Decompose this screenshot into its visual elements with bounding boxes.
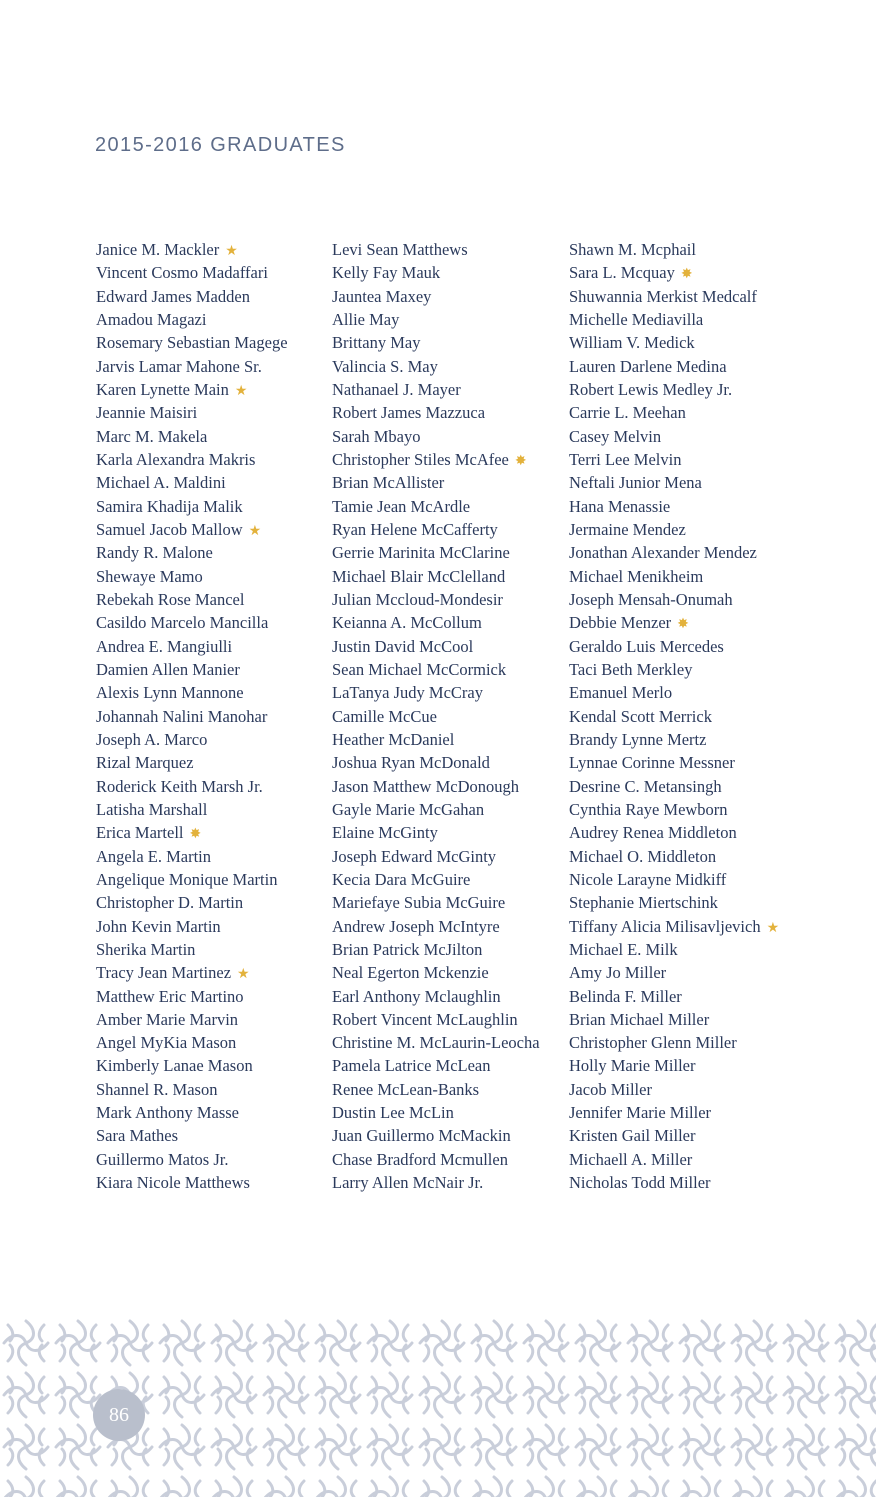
graduate-name-text: Earl Anthony Mclaughlin [332,986,501,1006]
graduate-name-text: Rosemary Sebastian Magege [96,333,288,353]
graduate-name-text: Angel MyKia Mason [96,1033,237,1053]
graduate-name-text: Cynthia Raye Mewborn [569,799,728,819]
graduate-name-text: Christopher Glenn Miller [569,1033,737,1053]
graduate-name [569,471,869,494]
graduate-name [332,728,568,751]
graduate-name [96,798,332,821]
graduate-name-text: Karla Alexandra Makris [96,449,256,469]
graduate-name [332,891,568,914]
graduate-name [96,261,332,284]
graduate-name-text: Tamie Jean McArdle [332,496,471,516]
graduate-name [332,261,568,284]
graduate-name [569,541,869,564]
graduates-column-2 [332,238,568,1194]
graduate-name-text: William V. Medick [569,333,695,353]
graduate-name [96,775,332,798]
asterisk-icon: ✸ [677,617,689,633]
graduate-name [332,635,568,658]
graduate-name-text: Kendal Scott Merrick [569,706,712,726]
graduate-name [96,1171,332,1194]
graduate-name-text: Pamela Latrice McLean [332,1056,491,1076]
graduate-name [96,845,332,868]
graduate-name-text: Johannah Nalini Manohar [96,706,268,726]
graduate-name [569,1171,869,1194]
graduate-name-text: Guillermo Matos Jr. [96,1149,229,1169]
graduate-name [569,751,869,774]
graduate-name-text: Gerrie Marinita McClarine [332,543,510,563]
graduate-name [96,915,332,938]
graduate-name-text: Shuwannia Merkist Medcalf [569,286,757,306]
graduate-name-text: Amber Marie Marvin [96,1009,239,1029]
graduate-name-text: Geraldo Luis Mercedes [569,636,724,656]
graduate-name-text: Andrew Joseph McIntyre [332,916,500,936]
graduate-name [96,378,332,401]
graduate-name [96,705,332,728]
graduate-name [332,308,568,331]
graduate-name [332,1124,568,1147]
graduate-name-text: Alexis Lynn Mannone [96,683,244,703]
graduate-name-text: Taci Beth Merkley [569,659,693,679]
graduate-name-text: Marc M. Makela [96,426,208,446]
graduate-name [332,915,568,938]
graduate-name-text: Damien Allen Manier [96,659,240,679]
graduate-name-text: Shewaye Mamo [96,566,203,586]
graduate-name-text: Justin David McCool [332,636,474,656]
star-icon: ★ [234,383,248,399]
graduate-name-text: Mark Anthony Masse [96,1103,239,1123]
graduate-name-text: Kelly Fay Mauk [332,263,441,283]
graduate-name-text: Terri Lee Melvin [569,449,682,469]
graduate-name [569,728,869,751]
graduate-name [96,728,332,751]
graduate-name [569,891,869,914]
graduate-name-text: Desrine C. Metansingh [569,776,722,796]
asterisk-icon: ✸ [514,453,527,469]
graduate-name [569,285,869,308]
graduate-name-text: Matthew Eric Martino [96,986,244,1006]
graduate-name-text: Michael A. Maldini [96,473,226,493]
graduate-name-text: Michael E. Milk [569,939,678,959]
graduate-name [569,1078,869,1101]
graduate-name-text: Rizal Marquez [96,753,194,773]
graduate-name [569,1101,869,1124]
graduate-name [332,1031,568,1054]
graduate-name-text: Tiffany Alicia Milisavljevich [569,916,761,936]
graduate-name-text: Dustin Lee McLin [332,1103,454,1123]
graduate-name [332,658,568,681]
graduate-name [332,355,568,378]
graduate-name-text: Renee McLean-Banks [332,1079,480,1099]
graduate-name [332,1171,568,1194]
graduate-name-text: Amy Jo Miller [569,963,667,983]
graduate-name-text: Joseph Mensah-Onumah [569,589,733,609]
graduate-name-text: Robert Lewis Medley Jr. [569,379,733,399]
graduate-name [96,238,332,261]
graduates-column-3 [569,238,869,1194]
graduate-name-text: Casey Melvin [569,426,662,446]
graduate-name-text: Latisha Marshall [96,799,208,819]
graduate-name [569,658,869,681]
graduate-name [96,658,332,681]
graduate-name [96,1078,332,1101]
graduate-name-text: Christopher D. Martin [96,893,244,913]
graduate-name-text: Casildo Marcelo Mancilla [96,613,269,633]
graduate-name-text: Camille McCue [332,706,437,726]
graduate-name-text: Joseph A. Marco [96,729,208,749]
graduate-name-text: Joshua Ryan McDonald [332,753,490,773]
graduate-name [569,681,869,704]
graduate-name [96,635,332,658]
graduate-name [96,308,332,331]
graduate-name [569,938,869,961]
graduate-name-text: Samira Khadija Malik [96,496,243,516]
graduate-name [569,401,869,424]
graduate-name [96,355,332,378]
graduate-name [332,425,568,448]
graduate-name [332,518,568,541]
graduate-name-text: Lynnae Corinne Messner [569,753,735,773]
graduate-name [569,1008,869,1031]
graduate-name [332,331,568,354]
graduate-name [332,238,568,261]
graduate-name-text: Nathanael J. Mayer [332,379,461,399]
graduate-name [569,635,869,658]
graduate-name-text: Jacob Miller [569,1079,652,1099]
graduate-name [569,1031,869,1054]
graduate-name-text: Karen Lynette Main [96,379,229,399]
graduate-name [96,1101,332,1124]
graduate-name [96,681,332,704]
graduate-name-text: Ryan Helene McCafferty [332,519,498,539]
graduate-name [569,565,869,588]
graduate-name-text: Larry Allen McNair Jr. [332,1173,484,1193]
graduate-name-text: Vincent Cosmo Madaffari [96,263,268,283]
graduate-name [96,985,332,1008]
graduate-name [569,518,869,541]
graduate-name [96,448,332,471]
graduate-name [332,775,568,798]
graduate-name [332,448,568,471]
graduate-name-text: Jeannie Maisiri [96,403,198,423]
graduate-name [96,541,332,564]
star-icon: ★ [237,967,250,983]
graduate-name [569,308,869,331]
graduate-name-text: Sarah Mbayo [332,426,421,446]
graduate-name [96,1031,332,1054]
graduate-name [96,1008,332,1031]
graduate-name-text: Sherika Martin [96,939,196,959]
graduate-name-text: Jermaine Mendez [569,519,686,539]
graduate-name [569,705,869,728]
graduate-name [569,448,869,471]
page-heading: 2015-2016 GRADUATES [95,134,346,156]
graduate-name [332,588,568,611]
graduate-name [569,1124,869,1147]
graduate-name [569,261,869,284]
graduate-name-text: Kimberly Lanae Mason [96,1056,253,1076]
graduate-name [569,355,869,378]
graduate-name [569,1054,869,1077]
graduate-name [569,1148,869,1171]
graduate-name-text: Angelique Monique Martin [96,869,278,889]
graduate-name [332,1101,568,1124]
graduate-name [96,588,332,611]
graduate-name [96,891,332,914]
graduate-name-text: Allie May [332,309,400,329]
graduate-name [96,495,332,518]
graduate-name-text: Juan Guillermo McMackin [332,1126,511,1146]
graduate-name [96,331,332,354]
graduate-name-text: Gayle Marie McGahan [332,799,485,819]
graduate-name [96,1148,332,1171]
graduate-name [569,798,869,821]
graduate-name [332,821,568,844]
graduate-name-text: Valincia S. May [332,356,438,376]
graduate-name [332,611,568,634]
graduate-name-text: Nicholas Todd Miller [569,1173,711,1193]
graduate-name-text: Randy R. Malone [96,543,213,563]
graduate-name [569,495,869,518]
graduate-name-text: Rebekah Rose Mancel [96,589,245,609]
graduate-name-text: Belinda F. Miller [569,986,682,1006]
graduate-name [96,868,332,891]
graduate-name [332,471,568,494]
graduate-name-text: Julian Mccloud-Mondesir [332,589,503,609]
graduate-name-text: Hana Menassie [569,496,671,516]
graduate-name [332,285,568,308]
graduate-name-text: Sean Michael McCormick [332,659,507,679]
graduate-name-text: Jonathan Alexander Mendez [569,543,757,563]
graduate-name [96,518,332,541]
graduate-name-text: Roderick Keith Marsh Jr. [96,776,263,796]
graduate-name-text: Sara L. Mcquay [569,263,675,283]
graduate-name-text: Heather McDaniel [332,729,455,749]
graduate-name [569,845,869,868]
graduate-name-text: Audrey Renea Middleton [569,823,737,843]
graduate-name-text: Neal Egerton Mckenzie [332,963,489,983]
graduate-name [332,681,568,704]
graduate-name [569,775,869,798]
graduate-name-text: Michael O. Middleton [569,846,717,866]
graduate-name-text: Levi Sean Matthews [332,240,468,259]
graduate-name [332,961,568,984]
graduate-name [569,915,869,938]
graduate-name-text: Kecia Dara McGuire [332,869,471,889]
graduate-name-text: Nicole Larayne Midkiff [569,869,727,889]
asterisk-icon: ✸ [189,827,202,843]
graduate-name [332,845,568,868]
graduate-name [569,821,869,844]
graduate-name-text: Michaell A. Miller [569,1149,693,1169]
graduate-name [332,1054,568,1077]
graduate-name [332,938,568,961]
graduate-name [332,565,568,588]
graduate-name-text: Brandy Lynne Mertz [569,729,707,749]
graduate-name-text: Michael Blair McClelland [332,566,506,586]
graduate-name-text: Keianna A. McCollum [332,613,482,633]
graduate-name-text: Jarvis Lamar Mahone Sr. [96,356,262,376]
star-icon: ★ [225,244,238,259]
graduate-name-text: Elaine McGinty [332,823,438,843]
graduate-name [332,1078,568,1101]
graduate-name-text: Stephanie Miertschink [569,893,718,913]
graduate-name-text: Janice M. Mackler [96,240,220,259]
graduate-name [96,751,332,774]
graduate-name-text: Shannel R. Mason [96,1079,218,1099]
graduate-name [569,378,869,401]
graduate-name-text: Robert Vincent McLaughlin [332,1009,518,1029]
graduate-name-text: Andrea E. Mangiulli [96,636,233,656]
graduate-name [96,1124,332,1147]
graduate-name-text: Sara Mathes [96,1126,179,1146]
graduate-name [332,378,568,401]
graduate-name-text: Chase Bradford Mcmullen [332,1149,508,1169]
graduate-name [96,1054,332,1077]
graduate-name [569,331,869,354]
graduate-name-text: Christopher Stiles McAfee [332,449,509,469]
graduate-name-text: Jason Matthew McDonough [332,776,519,796]
graduate-name [332,868,568,891]
graduate-name [96,401,332,424]
graduate-name-text: Edward James Madden [96,286,250,306]
page-number: 86 [93,1389,145,1441]
graduate-name [332,541,568,564]
graduate-name-text: Brittany May [332,333,421,353]
graduate-name-text: Michael Menikheim [569,566,704,586]
graduate-name [332,1008,568,1031]
graduate-name-text: Kiara Nicole Matthews [96,1173,250,1193]
graduates-column-1 [96,238,332,1194]
star-icon: ★ [766,920,780,936]
graduate-name-text: Christine M. McLaurin-Leocha [332,1033,540,1053]
graduate-name [332,401,568,424]
graduate-name [332,751,568,774]
graduate-name [569,611,869,634]
graduate-name-text: Lauren Darlene Medina [569,356,727,376]
graduate-name [569,961,869,984]
graduate-name-text: Erica Martell [96,823,184,843]
graduate-name [96,961,332,984]
graduate-name [96,425,332,448]
graduate-name [569,238,869,261]
graduate-name-text: Angela E. Martin [96,846,212,866]
graduate-name-text: Michelle Mediavilla [569,309,704,329]
graduate-name [569,985,869,1008]
graduate-name [96,565,332,588]
graduate-name-text: Carrie L. Meehan [569,403,686,423]
graduate-name [332,1148,568,1171]
graduate-name [96,821,332,844]
graduate-name-text: Amadou Magazi [96,309,207,329]
graduate-name-text: Robert James Mazzuca [332,403,486,423]
graduate-name [569,868,869,891]
graduate-name-text: Mariefaye Subia McGuire [332,893,506,913]
graduate-name-text: Emanuel Merlo [569,683,673,703]
asterisk-icon: ✸ [680,267,693,283]
graduate-name [332,495,568,518]
graduate-name-text: Brian McAllister [332,473,445,493]
graduate-name-text: Neftali Junior Mena [569,473,702,493]
graduate-name [332,798,568,821]
graduate-name-text: Shawn M. Mcphail [569,240,696,259]
graduate-name-text: John Kevin Martin [96,916,221,936]
graduate-name [569,425,869,448]
graduate-name-text: Holly Marie Miller [569,1056,696,1076]
graduate-name-text: Kristen Gail Miller [569,1126,696,1146]
graduate-name [332,705,568,728]
graduate-name-text: Brian Patrick McJilton [332,939,483,959]
graduate-name [332,985,568,1008]
graduate-name-text: Joseph Edward McGinty [332,846,497,866]
graduate-name-text: Brian Michael Miller [569,1009,710,1029]
star-icon: ★ [248,523,262,539]
graduate-name [96,285,332,308]
graduate-name-text: Samuel Jacob Mallow [96,519,243,539]
graduate-name [569,588,869,611]
graduate-name-text: Debbie Menzer [569,613,672,633]
graduate-name-text: LaTanya Judy McCray [332,683,483,703]
graduate-name [96,611,332,634]
graduate-name-text: Jennifer Marie Miller [569,1103,712,1123]
graduate-name [96,938,332,961]
graduate-name-text: Jauntea Maxey [332,286,432,306]
graduate-name-text: Tracy Jean Martinez [96,963,232,983]
graduate-name [96,471,332,494]
